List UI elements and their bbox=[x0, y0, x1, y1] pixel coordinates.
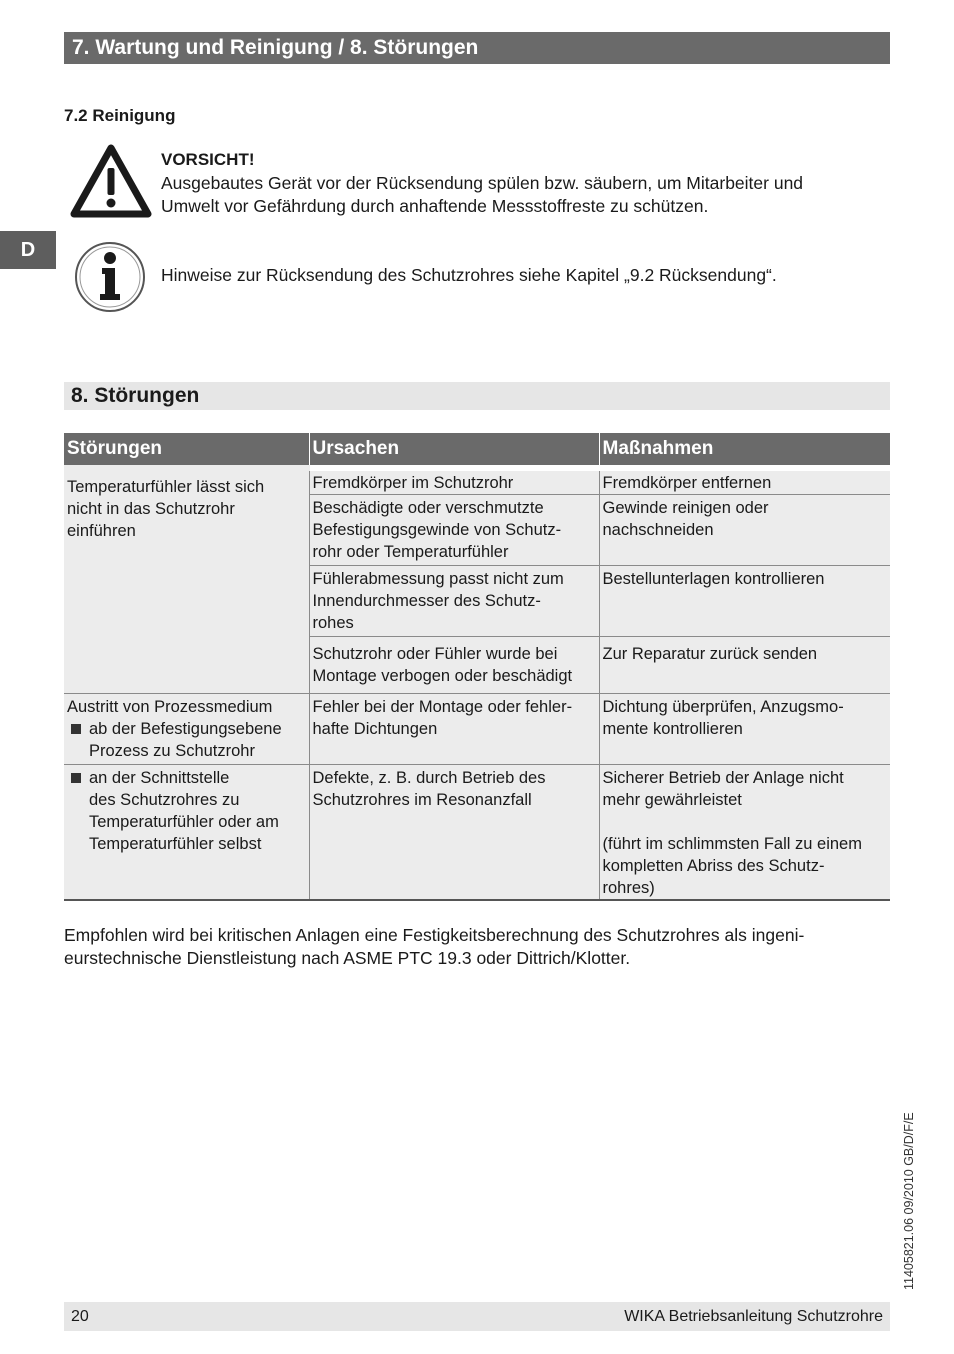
faults-table bbox=[64, 433, 890, 901]
page-footer bbox=[64, 1302, 890, 1331]
cause-cell: Schutzrohr oder Fühler wurde bei Montage verbogen oder beschädigt bbox=[309, 637, 599, 694]
column-header-actions: Maßnahmen bbox=[599, 433, 890, 468]
language-tab: D bbox=[0, 231, 56, 269]
action-cell: Dichtung überprüfen, Anzugsmo- mente kontrollieren bbox=[599, 694, 890, 765]
warning-triangle-icon bbox=[70, 144, 152, 218]
cause-cell: Fehler bei der Montage oder fehler- hafte Dichtungen bbox=[309, 694, 599, 765]
recommendation-note: Empfohlen wird bei kritischen Anlagen eine Festigkeitsberechnung des Schutzrohres als ingeni- eurstechnische Dienstleistung nach ASME PTC 19.3 oder Dittrich/Klotter. bbox=[64, 925, 805, 968]
fault-cell bbox=[64, 765, 309, 901]
table-row bbox=[64, 765, 890, 901]
action-cell: Gewinde reinigen oder nachschneiden bbox=[599, 495, 890, 566]
table-row bbox=[64, 694, 890, 765]
fault-cell: Austritt von Prozessmedium ab der Befestigungsebene Prozess zu Schutzrohr bbox=[64, 694, 309, 765]
action-cell: Sicherer Betrieb der Anlage nicht mehr gewährleistet (führt im schlimmsten Fall zu einem kompletten Abriss des Schutz- rohres) bbox=[599, 765, 890, 901]
cause-cell: Fühlerabmessung passt nicht zum Innendurchmesser des Schutz- rohes bbox=[309, 566, 599, 637]
section-heading-7-2: 7.2 Reinigung bbox=[64, 106, 176, 125]
cause-cell: Beschädigte oder verschmutzte Befestigungsgewinde von Schutz- rohr oder Temperaturfühler bbox=[309, 495, 599, 566]
chapter-header: 7. Wartung und Reinigung / 8. Störungen bbox=[64, 32, 890, 64]
action-cell: Bestellunterlagen kontrollieren bbox=[599, 566, 890, 637]
info-icon bbox=[73, 240, 147, 314]
bullet-item: ab der Befestigungsebene Prozess zu Schutzrohr bbox=[67, 718, 306, 762]
warning-title: VORSICHT! bbox=[161, 150, 255, 169]
cause-cell: Fremdkörper im Schutzrohr bbox=[309, 468, 599, 495]
warning-text: Ausgebautes Gerät vor der Rücksendung spülen bzw. säubern, um Mitarbeiter und Umwelt vor Gefährdung durch anhaftende Messstoffreste zu schützen. bbox=[161, 173, 804, 216]
info-text: Hinweise zur Rücksendung des Schutzrohres siehe Kapitel „9.2 Rücksendung“. bbox=[161, 265, 777, 285]
publication-title: WIKA Betriebsanleitung Schutzrohre bbox=[624, 1308, 883, 1325]
table-header-row bbox=[64, 433, 890, 468]
page-number: 20 bbox=[71, 1308, 89, 1325]
column-header-faults: Störungen bbox=[64, 433, 309, 468]
action-cell: Fremdkörper entfernen bbox=[599, 468, 890, 495]
document-code: 11405821.06 09/2010 GB/D/F/E bbox=[902, 1112, 916, 1290]
cause-cell: Defekte, z. B. durch Betrieb des Schutzrohres im Resonanzfall bbox=[309, 765, 599, 901]
section-heading-8: 8. Störungen bbox=[64, 382, 890, 410]
action-cell: Zur Reparatur zurück senden bbox=[599, 637, 890, 694]
table-row bbox=[64, 468, 890, 495]
bullet-item: an der Schnittstelle des Schutzrohres zu Temperaturfühler oder am Temperaturfühler selbst bbox=[67, 767, 306, 855]
fault-cell: Temperaturfühler lässt sich nicht in das Schutzrohr einführen bbox=[64, 468, 309, 694]
column-header-causes: Ursachen bbox=[309, 433, 599, 468]
